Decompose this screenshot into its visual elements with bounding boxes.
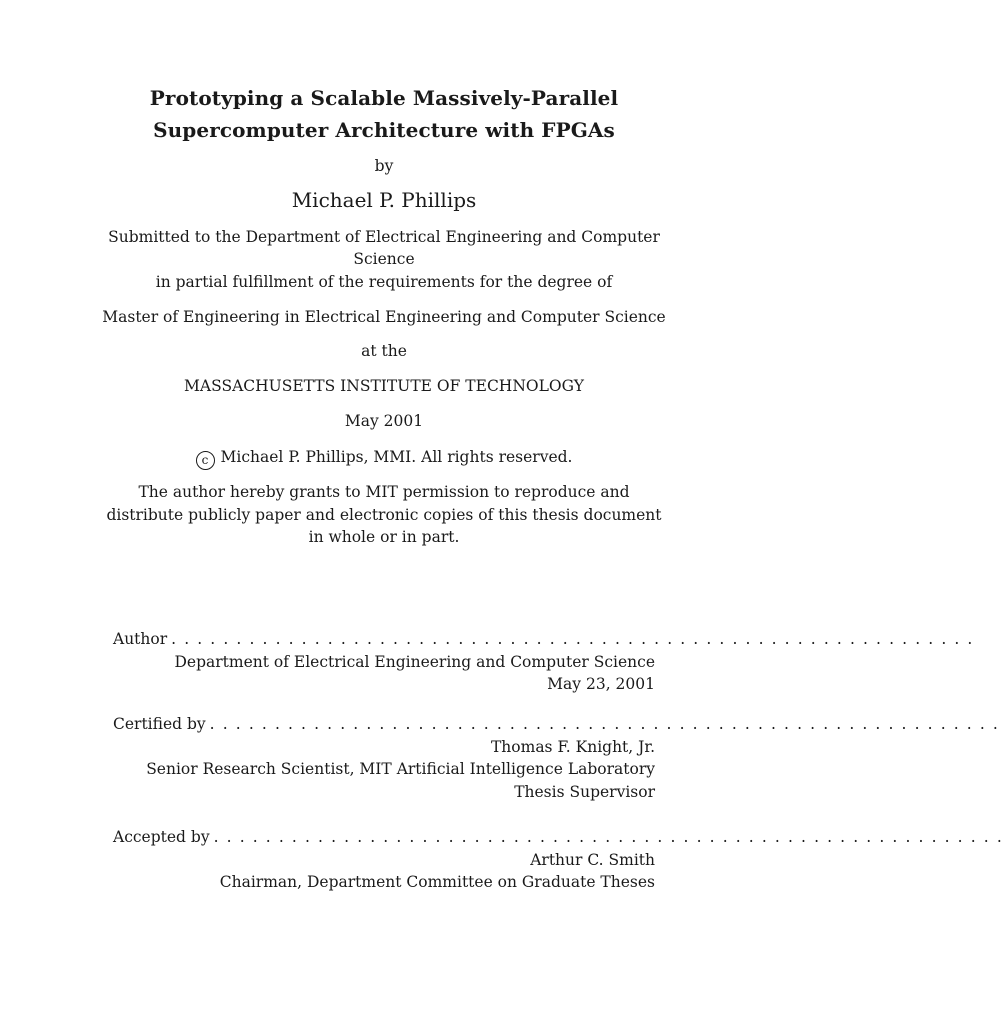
at-the-label: at the xyxy=(361,342,407,360)
supervisor-name: Thomas F. Knight, Jr. xyxy=(490,737,655,756)
by-label: by xyxy=(374,157,394,175)
certified-signature-line xyxy=(113,713,1000,736)
submitted-line-2: Science xyxy=(353,250,415,268)
copyright-notice xyxy=(100,446,668,470)
institution-name: MASSACHUSETTS INSTITUTE OF TECHNOLOGY xyxy=(184,377,584,395)
author-name: Michael P. Phillips xyxy=(291,188,477,212)
author-signature-line xyxy=(113,628,974,651)
supervisor-role: Thesis Supervisor xyxy=(514,782,655,801)
thesis-title-line-2: Supercomputer Architecture with FPGAs xyxy=(153,118,615,142)
certified-label: Certified by xyxy=(113,715,206,733)
signature-dots: . . . . . . . . . . . . . . . . . . . . . . . . . . . . . . . . . . . . . . . . . . . . . . . . . . . . . . . . . . . . . xyxy=(213,828,1003,846)
author-label: Author xyxy=(113,630,168,648)
author-department: Department of Electrical Engineering and Computer Science xyxy=(174,652,655,671)
copyright-text: Michael P. Phillips, MMI. All rights reserved. xyxy=(220,448,573,466)
thesis-title-line-1: Prototyping a Scalable Massively-Parallel xyxy=(149,86,619,110)
supervisor-position: Senior Research Scientist, MIT Artificial Intelligence Laboratory xyxy=(146,760,655,778)
submitted-line-3: in partial fulfillment of the requirements for the degree of xyxy=(155,273,613,291)
signature-dots: . . . . . . . . . . . . . . . . . . . . . . . . . . . . . . . . . . . . . . . . . . . . . . . . . . . . . . . . . . . . . . xyxy=(171,630,974,648)
signature-dots: . . . . . . . . . . . . . . . . . . . . . . . . . . . . . . . . . . . . . . . . . . . . . . . . . . . . . . . . . . . . . xyxy=(209,715,1000,733)
permission-line-1: The author hereby grants to MIT permission to reproduce and xyxy=(138,483,630,501)
degree-name: Master of Engineering in Electrical Engineering and Computer Science xyxy=(102,308,666,326)
author-signature-date: May 23, 2001 xyxy=(547,675,655,693)
submission-date: May 2001 xyxy=(344,412,424,430)
author-signature-block xyxy=(113,628,974,696)
certified-signature-block xyxy=(113,713,1000,803)
chairman-name: Arthur C. Smith xyxy=(530,850,655,869)
copyright-icon: c xyxy=(196,451,215,470)
chairman-position: Chairman, Department Committee on Graduate Theses xyxy=(219,873,655,891)
accepted-signature-block xyxy=(113,826,1003,894)
submitted-line-1: Submitted to the Department of Electrical Engineering and Computer xyxy=(108,228,660,246)
permission-line-2: distribute publicly paper and electronic copies of this thesis document xyxy=(106,506,662,524)
accepted-label: Accepted by xyxy=(113,828,210,846)
permission-line-3: in whole or in part. xyxy=(308,528,460,546)
accepted-signature-line xyxy=(113,826,1003,849)
